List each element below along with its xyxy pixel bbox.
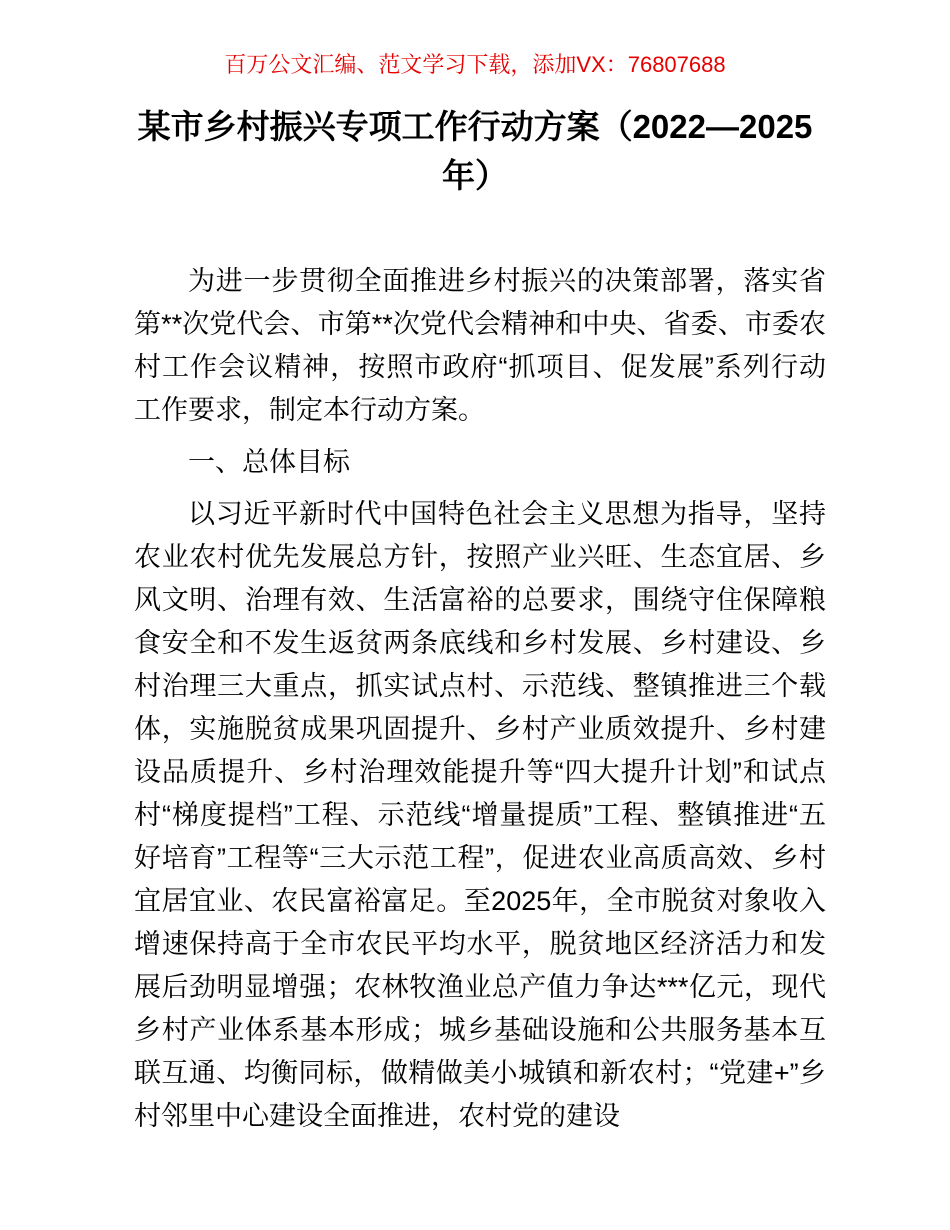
document-title: 某市乡村振兴专项工作行动方案（2022—2025年）	[137, 108, 813, 194]
intro-paragraph: 为进一步贯彻全面推进乡村振兴的决策部署，落实省第**次党代会、市第**次党代会精神和中央、省委、市委农村工作会议精神，按照市政府“抓项目、促发展”系列行动工作要求，制定本行动方案。	[134, 266, 826, 425]
section-1-paragraph: 以习近平新时代中国特色社会主义思想为指导，坚持农业农村优先发展总方针，按照产业兴旺、生态宜居、乡风文明、治理有效、生活富裕的总要求，围绕守住保障粮食安全和不发生返贫两条底线和乡村发展、乡村建设、乡村治理三大重点，抓实试点村、示范线、整镇推进三个载体，实施脱贫成果巩固提升、乡村产业质效提升、乡村建设品质提升、乡村治理效能提升等“四大提升计划”和试点村“梯度提档”工程、示范线“增量提质”工程、整镇推进“五好培育”工程等“三大示范工程”，促进农业高质高效、乡村宜居宜业、农民富裕富足。至2025年，全市脱贫对象收入增速保持高于全市农民平均水平，脱贫地区经济活力和发展后劲明显增强；农林牧渔业总产值力争达***亿元，现代乡村产业体系基本形成；城乡基础设施和公共服务基本互联互通、均衡同标，做精做美小城镇和新农村；“党建+”乡村邻里中心建设全面推进，农村党的建设	[134, 499, 826, 1131]
document-body	[134, 260, 826, 1138]
watermark-notice: 百万公文汇编、范文学习下载，添加VX：76807688	[224, 52, 726, 77]
section-1-heading: 一、总体目标	[188, 447, 350, 477]
